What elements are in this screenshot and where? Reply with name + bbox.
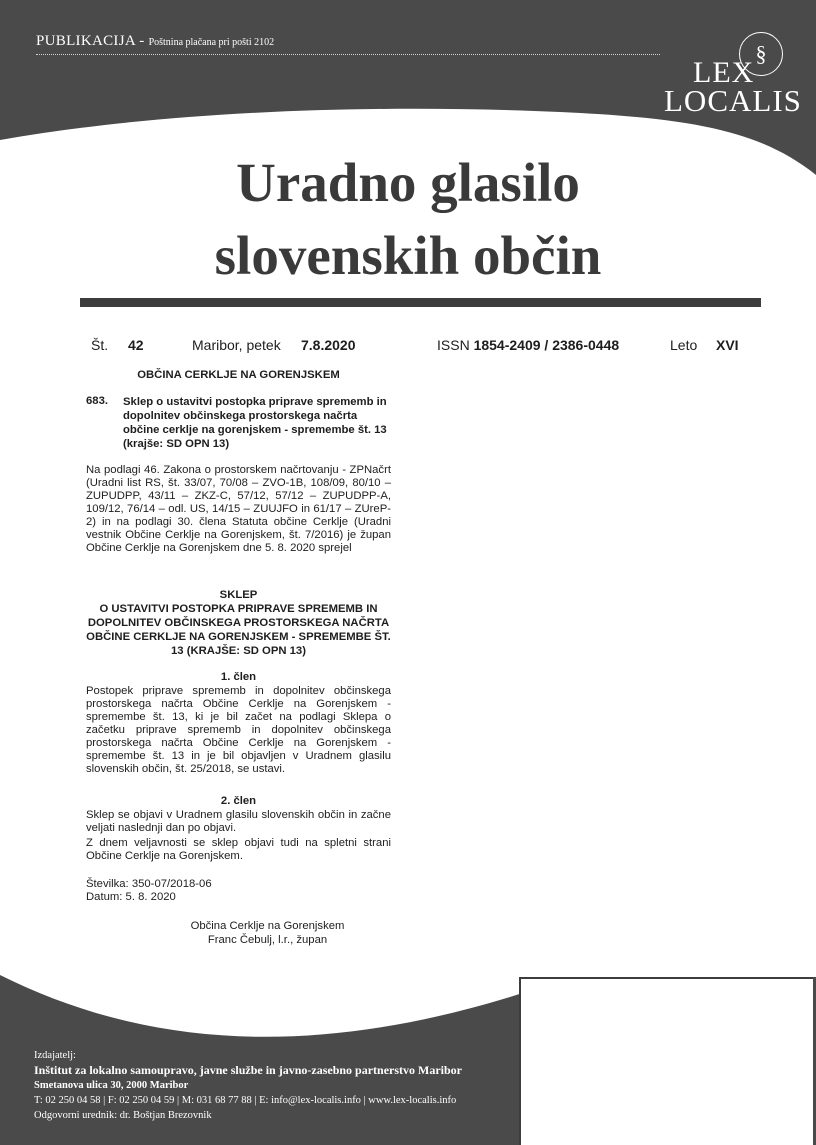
issue-date: 7.8.2020 — [301, 337, 356, 353]
article-1-heading: 1. člen — [220, 671, 257, 683]
year-label: Leto — [670, 337, 698, 353]
publication-separator: - — [139, 33, 145, 49]
dotted-divider — [36, 54, 660, 55]
postage-note: Poštnina plačana pri pošti 2102 — [148, 37, 275, 48]
publication-title: PUBLIKACIJA — [36, 33, 136, 49]
signature-name: Franc Čebulj, l.r., župan — [207, 934, 328, 946]
publication-label — [36, 33, 274, 50]
year-value: XVI — [716, 337, 739, 353]
issue-place-day: Maribor, petek — [192, 337, 281, 353]
act-type: SKLEP — [219, 589, 258, 601]
issue-number: 42 — [128, 337, 144, 353]
reference-number: Številka: 350-07/2018-06 — [86, 878, 212, 890]
publisher-name: Inštitut za lokalno samoupravo, javne službe in javno-zasebno partnerstvo Maribor — [34, 1063, 463, 1077]
publisher-contacts: T: 02 250 04 58 | F: 02 250 04 59 | M: 031 68 77 88 | E: info@lex-localis.info | www.lex-localis.info — [34, 1095, 457, 1106]
logo-line-2: LOCALIS — [664, 83, 802, 118]
preamble: Na podlagi 46. Zakona o prostorskem načrtovanju - ZPNačrt (Uradni list RS, št. 33/07, 70/08 – ZVO-1B, 108/09, 80/10 – ZUPUDPP, 43/11 – ZKZ-C, 57/12, 57/12 – ZUPUDPP-A, 109/12, 76/14 – odl. US, 14/15 – ZUUJFO in 61/17 – ZUreP-2) in na podlagi 30. člena Statuta občine Cerklje (Uradni vestnik Občine Cerklje na Gorenjskem, št. 7/2016) je župan Občine Cerklje na Gorenjskem dne 5. 8. 2020 sprejel — [86, 464, 391, 554]
article-2-paragraph-2: Z dnem veljavnosti se sklep objavi tudi na spletni strani Občine Cerklje na Gorenjskem. — [86, 837, 391, 862]
article-2-heading: 2. člen — [220, 795, 257, 807]
act-title: O USTAVITVI POSTOPKA PRIPRAVE SPREMEMB IN DOPOLNITEV OBČINSKEGA PROSTORSKEGA NAČRTA OBČINE CERKLJE NA GORENJSKEM - SPREMEMBE ŠT. 13 (KRAJŠE: SD OPN 13) — [86, 603, 391, 657]
issn: ISSN 1854-2409 / 2386-0448 — [437, 337, 620, 353]
masthead-line-1: Uradno glasilo — [236, 152, 580, 213]
item-title: Sklep o ustavitvi postopka priprave sprememb in dopolnitev občinskega prostorskega načrta občine cerklje na gorenjskem - spremembe št. 13 (krajše: SD OPN 13) — [123, 396, 387, 450]
municipality-heading: OBČINA CERKLJE NA GORENJSKEM — [137, 369, 340, 381]
responsible-editor: Odgovorni urednik: dr. Boštjan Brezovnik — [34, 1110, 212, 1121]
article-1-text: Postopek priprave sprememb in dopolnitev občinskega prostorskega načrta Občine Cerklje na Gorenjskem - spremembe št. 13, ki je bil začet na podlagi Sklepa o začetku priprave sprememb in dopolnitev občinskega prostorskega načrta Občine Cerklje na Gorenjskem - spremembe št. 13 in je bil objavljen v Uradnem glasilu slovenskih občin, št. 25/2018, se ustavi. — [86, 685, 391, 775]
masthead-line-2: slovenskih občin — [214, 225, 602, 286]
signature-organization: Občina Cerklje na Gorenjskem — [190, 920, 345, 932]
publisher-label: Izdajatelj: — [34, 1050, 76, 1061]
masthead-rule — [80, 298, 761, 307]
footer-imprint — [34, 1048, 462, 1123]
article-2-paragraph-1: Sklep se objavi v Uradnem glasilu slovenskih občin in začne veljati naslednji dan po objavi. — [86, 809, 391, 834]
issue-number-label: Št. — [91, 337, 109, 353]
item-number: 683. — [86, 395, 108, 407]
publisher-address: Smetanova ulica 30, 2000 Maribor — [34, 1080, 189, 1091]
reference-date: Datum: 5. 8. 2020 — [86, 891, 176, 903]
blank-label-box — [519, 977, 813, 1145]
logo-line-1: LEX — [693, 56, 755, 89]
section-sign-icon: § — [739, 32, 783, 76]
